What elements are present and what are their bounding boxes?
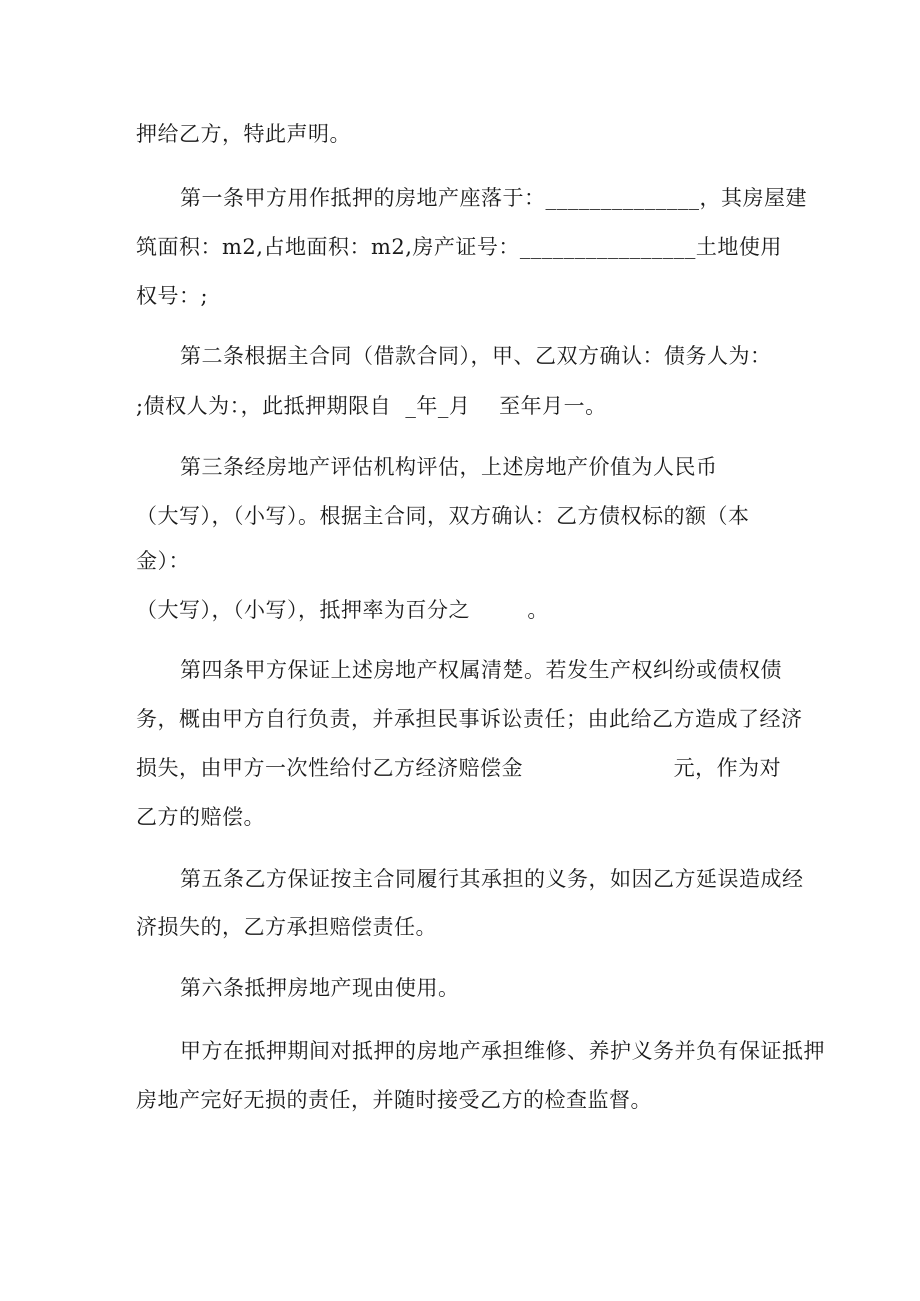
- article-3-line-4: （大写），（小写），抵押率为百分之 。: [136, 598, 549, 622]
- article-1-line-2: 筑面积：m2,占地面积：m2,房产证号：________________土地使用: [136, 235, 782, 259]
- article-4-line-1: 第四条甲方保证上述房地产权属清楚。若发生产权纠纷或债权债: [180, 658, 782, 682]
- text-line: 押给乙方，特此声明。: [136, 122, 351, 146]
- article-2-line-1: 第二条根据主合同（借款合同），甲、乙双方确认：债务人为：: [180, 344, 772, 368]
- article-5-line-2: 济损失的，乙方承担赔偿责任。: [136, 915, 437, 939]
- article-1-line-3: 权号：;: [136, 284, 209, 308]
- article-6-line-1: 第六条抵押房地产现由使用。: [180, 976, 460, 1000]
- article-3-line-1: 第三条经房地产评估机构评估，上述房地产价值为人民币: [180, 455, 718, 479]
- article-4-line-2: 务，概由甲方自行负责，并承担民事诉讼责任；由此给乙方造成了经济: [136, 707, 803, 731]
- article-3-line-2: （大写），（小写）。根据主合同，双方确认：乙方债权标的额（本: [136, 504, 750, 528]
- article-3-line-3: 金）：: [136, 549, 190, 573]
- paragraph-line-2: 房地产完好无损的责任，并随时接受乙方的检查监督。: [136, 1088, 652, 1112]
- article-5-line-1: 第五条乙方保证按主合同履行其承担的义务，如因乙方延误造成经: [180, 867, 804, 891]
- paragraph-line-1: 甲方在抵押期间对抵押的房地产承担维修、养护义务并负有保证抵押: [180, 1039, 825, 1063]
- article-4-line-3: 损失，由甲方一次性给付乙方经济赔偿金 元，作为对: [136, 756, 782, 780]
- article-2-line-2: ;债权人为：，此抵押期限自 _年_月 至年月一。: [136, 394, 607, 418]
- article-4-line-4: 乙方的赔偿。: [136, 805, 265, 829]
- article-1-line-1: 第一条甲方用作抵押的房地产座落于：______________，其房屋建: [180, 186, 807, 210]
